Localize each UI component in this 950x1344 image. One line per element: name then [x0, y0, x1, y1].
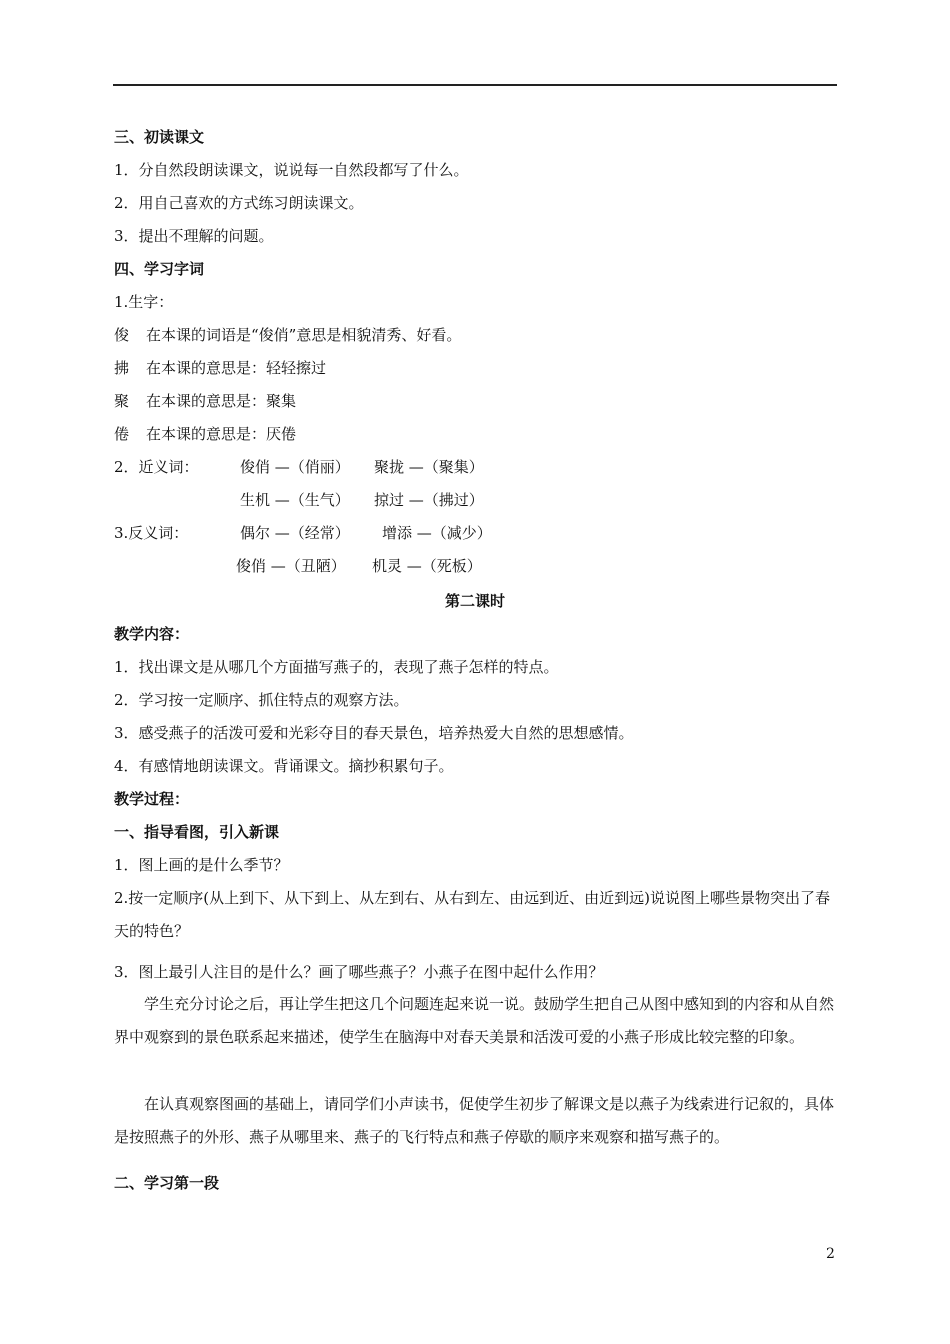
process-heading: 教学过程：: [114, 790, 190, 808]
content-item-3: 3．感受燕子的活泼可爱和光彩夺目的春天景色，培养热爱大自然的思想感情。: [114, 724, 634, 742]
word-pair: 增添 —（减少）: [382, 524, 492, 542]
char-meaning: 在本课的词语是“俊俏”意思是相貌清秀、好看。: [146, 326, 462, 344]
char: 聚: [114, 392, 130, 410]
sec3-item-1: 1．分自然段朗读课文，说说每一自然段都写了什么。: [114, 161, 469, 179]
word-pair: 聚拢 —（聚集）: [374, 458, 484, 476]
new-characters-label: 1.生字：: [114, 293, 174, 311]
char-meaning: 在本课的意思是：聚集: [146, 392, 297, 410]
step-1-question-2: 2.按一定顺序(从上到下、从下到上、从左到右、从右到左、由远到近、由近到远)说说图上哪些景物突出了春天的特色？: [114, 889, 831, 940]
char-meaning: 在本课的意思是：厌倦: [146, 425, 297, 443]
word-pair: 俊俏 —（俏丽）: [240, 458, 350, 476]
char: 拂: [114, 359, 130, 377]
word-pair: 掠过 —（拂过）: [374, 491, 484, 509]
char-entry-4: [114, 424, 296, 444]
content-heading: 教学内容：: [114, 625, 190, 643]
char: 俊: [114, 326, 130, 344]
content-item-1: 1．找出课文是从哪几个方面描写燕子的，表现了燕子怎样的特点。: [114, 658, 559, 676]
content-item-4: 4．有感情地朗读课文。背诵课文。摘抄积累句子。: [114, 757, 454, 775]
word-pair: 偶尔 —（经常）: [240, 524, 350, 542]
word-pair: 俊俏 —（丑陋）: [236, 557, 346, 575]
char-entry-2: [114, 358, 326, 378]
lesson-2-title: 第二课时: [444, 592, 505, 610]
step-1-heading: 一、指导看图，引入新课: [114, 823, 280, 841]
char-entry-1: [114, 325, 461, 345]
word-pair: 生机 —（生气）: [240, 491, 350, 509]
step-2-heading: 二、学习第一段: [114, 1174, 220, 1192]
section-3-heading: 三、初读课文: [114, 128, 205, 146]
antonyms-row-2: [110, 556, 482, 576]
antonyms-row-1: [114, 523, 492, 543]
sec3-item-2: 2．用自己喜欢的方式练习朗读课文。: [114, 194, 364, 212]
char-meaning: 在本课的意思是：轻轻擦过: [146, 359, 327, 377]
section-4-heading: 四、学习字词: [114, 260, 205, 278]
word-pair: 机灵 —（死板）: [372, 557, 482, 575]
paragraph-1: 学生充分讨论之后，再让学生把这几个问题连起来说一说。鼓励学生把自己从图中感知到的内容和从自然界中观察到的景色联系起来描述，使学生在脑海中对春天美景和活泼可爱的小燕子形成比较完整的印象。: [114, 995, 835, 1046]
synonyms-row-2: [114, 490, 484, 510]
page-number: 2: [826, 1246, 835, 1262]
antonyms-label: 3.反义词：: [114, 524, 189, 542]
step-1-question-1: 1．图上画的是什么季节？: [114, 856, 289, 874]
header-rule: [113, 84, 837, 86]
step-1-question-3: 3．图上最引人注目的是什么？画了哪些燕子？小燕子在图中起什么作用？: [114, 963, 604, 981]
synonyms-label: 2．近义词：: [114, 458, 199, 476]
synonyms-row-1: [114, 457, 484, 477]
char-entry-3: [114, 391, 296, 411]
char: 倦: [114, 425, 130, 443]
content-item-2: 2．学习按一定顺序、抓住特点的观察方法。: [114, 691, 409, 709]
paragraph-2: 在认真观察图画的基础上，请同学们小声读书，促使学生初步了解课文是以燕子为线索进行记叙的，具体是按照燕子的外形、燕子从哪里来、燕子的飞行特点和燕子停歇的顺序来观察和描写燕子的。: [114, 1095, 835, 1146]
sec3-item-3: 3．提出不理解的问题。: [114, 227, 274, 245]
